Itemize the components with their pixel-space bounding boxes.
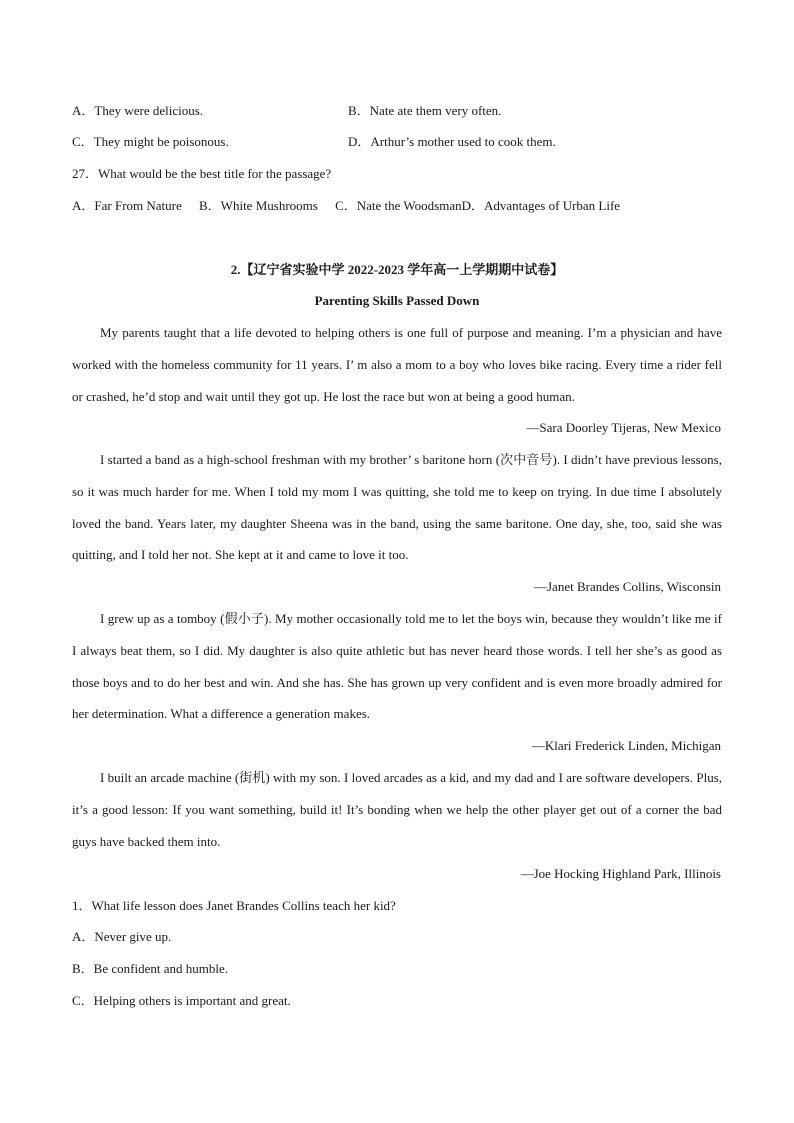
passage-1-text: My parents taught that a life devoted to helping others is one full of purpose and meaning. I’m a physician and have worked with the homeless community for 11 years. I’ m also a mom to a boy who loves bike racing. Every time a rider fell or crashed, he’d stop and wait until they got up. He lost the race but won at being a good human. [72,325,722,404]
passage-1-signature: —Sara Doorley Tijeras, New Mexico [526,420,721,435]
passage-2 [72,444,722,571]
q26-option-c: C．They might be poisonous. [72,134,229,149]
section-source: 2.【辽宁省实验中学 2022-2023 学年高一上学期期中试卷】 [230,262,564,277]
passage-4 [72,762,722,857]
q27-option-a: A．Far From Nature [72,198,182,213]
passage-3-signature: —Klari Frederick Linden, Michigan [531,738,721,753]
q27-option-b: B．White Mushrooms [199,198,318,213]
q26-option-b: B．Nate ate them very often. [348,103,502,118]
q1-question: 1．What life lesson does Janet Brandes Collins teach her kid? [72,898,396,913]
passage-4-text: I built an arcade machine (街机) with my son. I loved arcades as a kid, and my dad and I are software developers. Plus, it’s a good lesson: If you want something, build it! It’s bonding when we help the other player get out of a corner the bad guys have backed them into. [72,770,722,849]
q26-option-d: D．Arthur’s mother used to cook them. [348,134,556,149]
q27-question: 27．What would be the best title for the passage? [72,166,332,181]
q1-option-a: A．Never give up. [72,929,172,944]
q27-options [72,198,620,214]
passage-title: Parenting Skills Passed Down [314,293,480,308]
q1-option-c: C．Helping others is important and great. [72,993,291,1008]
q1-option-b: B．Be confident and humble. [72,961,228,976]
passage-3-text: I grew up as a tomboy (假小子). My mother occasionally told me to let the boys win, because they wouldn’t like me if I always beat them, so I did. My daughter is also quite athletic but has never heard those words. I tell her she’s as good as those boys and to do her best and win. And she has. She has grown up very confident and is even more broadly admired for her determination. What a difference a generation makes. [72,611,722,722]
passage-2-signature: —Janet Brandes Collins, Wisconsin [533,579,721,594]
passage-4-signature: —Joe Hocking Highland Park, Illinois [520,866,721,881]
q27-option-c-d: C．Nate the WoodsmanD．Advantages of Urban Life [335,198,621,213]
passage-2-text: I started a band as a high-school freshman with my brother’ s baritone horn (次中音号). I didn’t have previous lessons, so it was much harder for me. When I told my mom I was quitting, she told me to keep on trying. In due time I absolutely loved the band. Years later, my daughter Sheena was in the band, using the same baritone. One day, she, too, said she was quitting, and I told her not. She kept at it and came to love it too. [72,452,722,563]
passage-3 [72,603,722,730]
q26-option-a: A．They were delicious. [72,103,204,118]
passage-1 [72,317,722,412]
